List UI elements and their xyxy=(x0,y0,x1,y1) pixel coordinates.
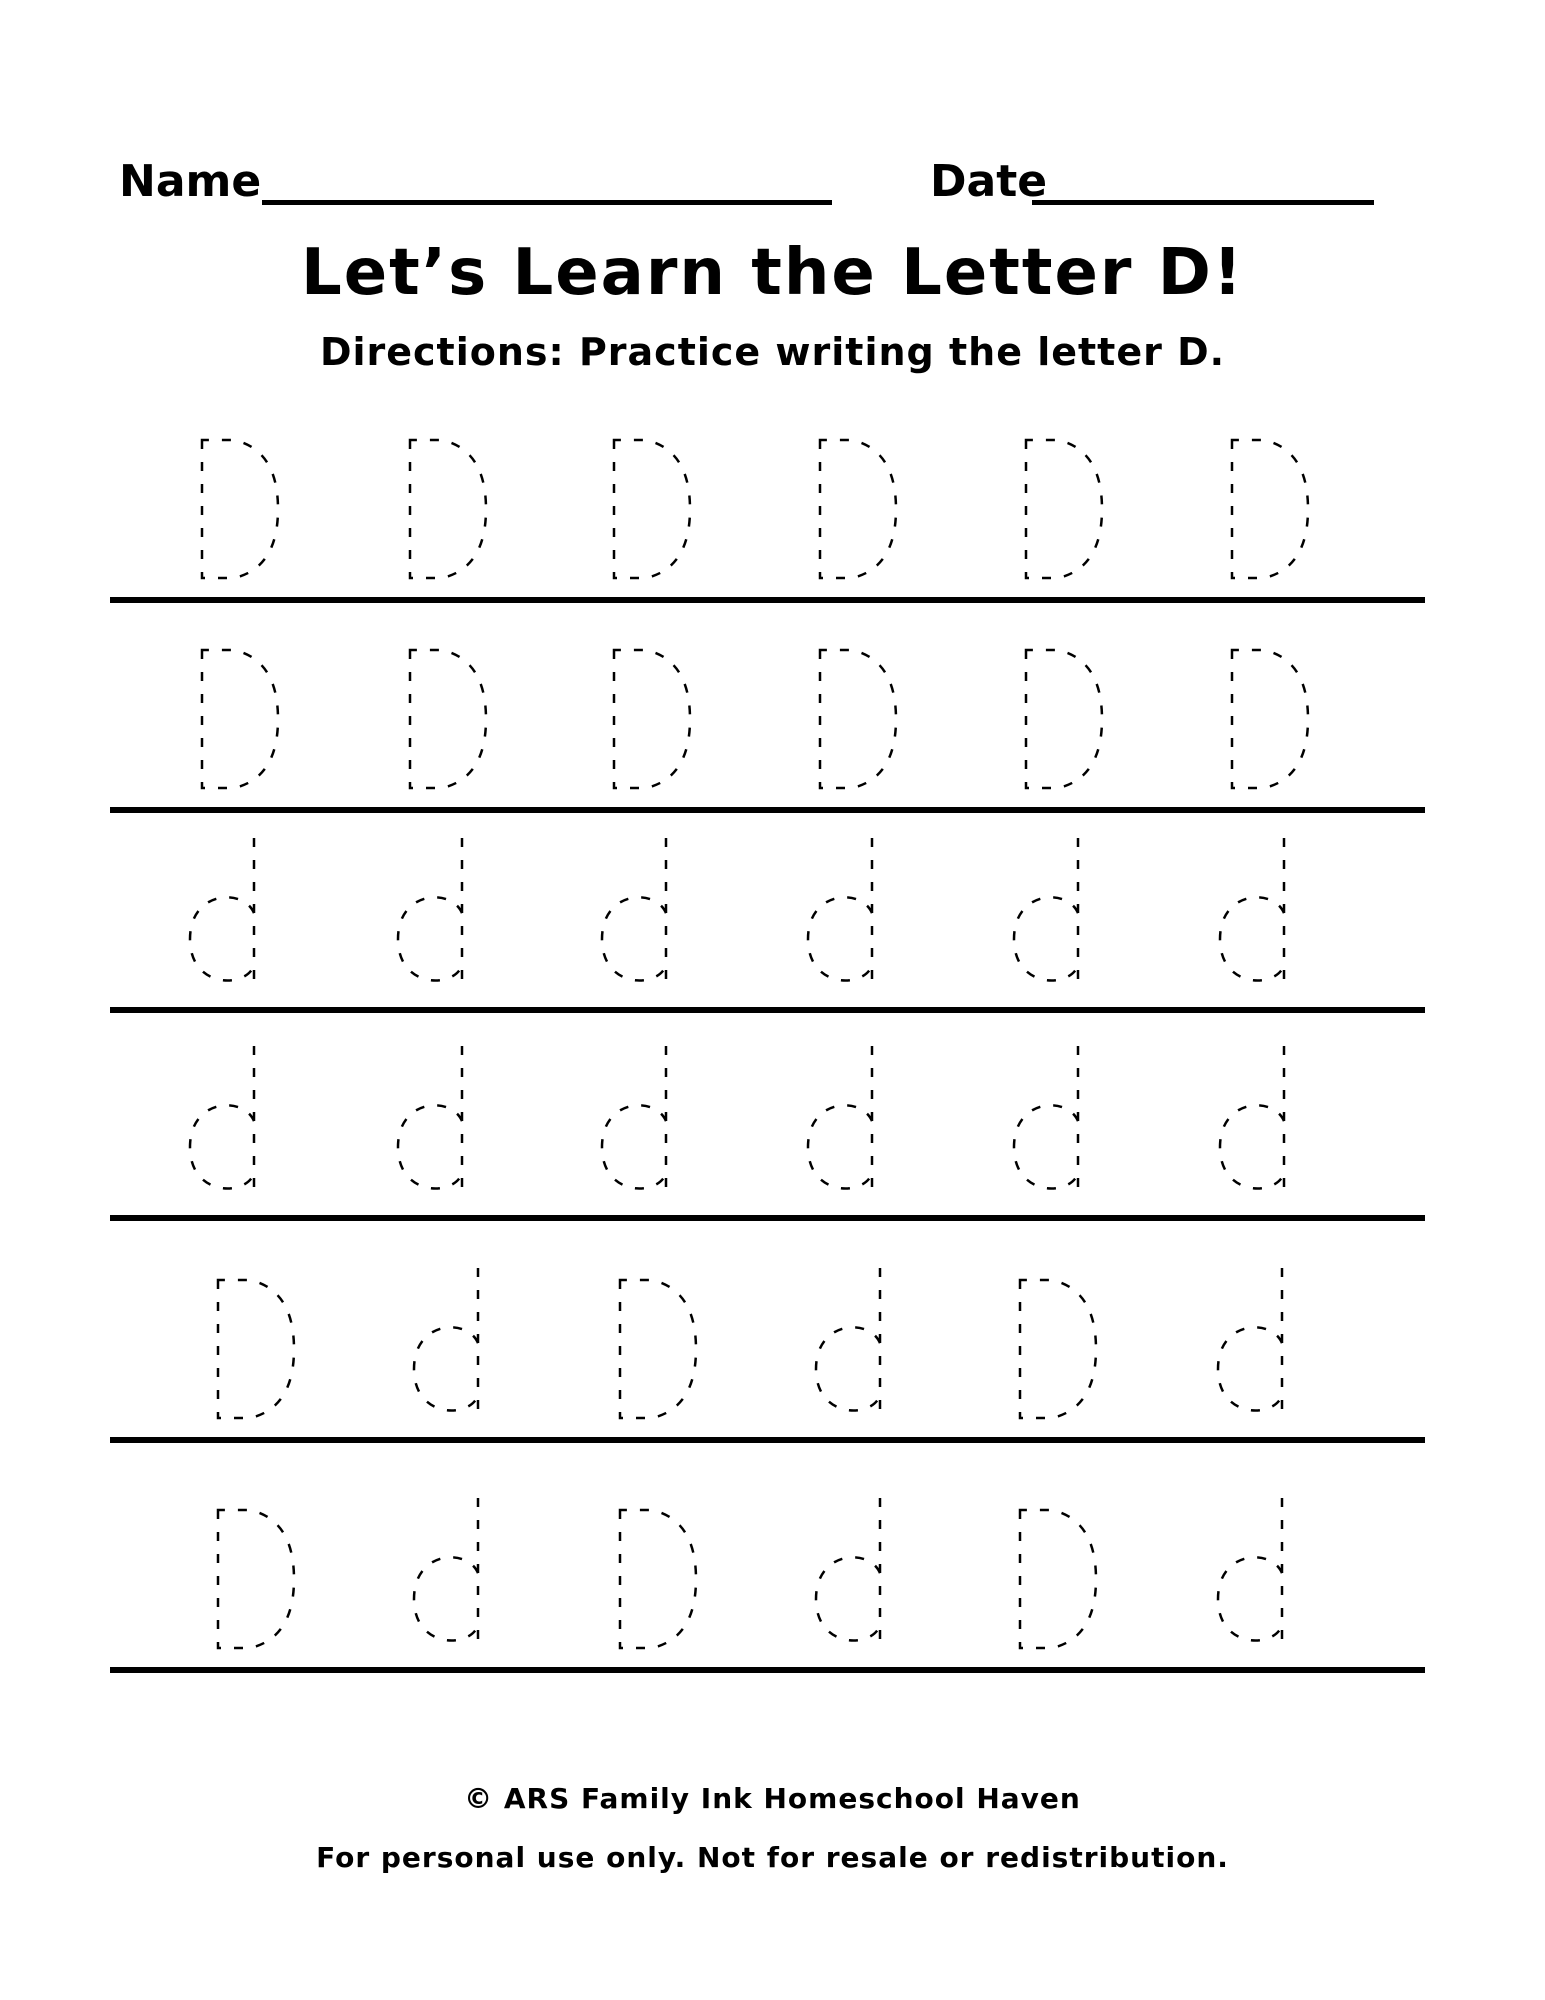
trace-letter-uppercase-d xyxy=(410,650,486,788)
trace-letter-uppercase-d xyxy=(218,1280,294,1418)
trace-letter-uppercase-d xyxy=(410,440,486,578)
trace-letter-uppercase-d xyxy=(1232,650,1308,788)
trace-letter-uppercase-d xyxy=(820,440,896,578)
trace-letter-uppercase-d xyxy=(620,1510,696,1648)
trace-letter-lowercase-d xyxy=(808,838,872,986)
usage-notice: For personal use only. Not for resale or redistribution. xyxy=(316,1841,1229,1874)
trace-letter-lowercase-d xyxy=(808,1046,872,1194)
trace-letter-lowercase-d xyxy=(398,838,462,986)
trace-letter-uppercase-d xyxy=(1232,440,1308,578)
trace-letter-uppercase-d xyxy=(1026,440,1102,578)
copyright-notice: © ARS Family Ink Homeschool Haven xyxy=(464,1782,1081,1815)
trace-letter-lowercase-d xyxy=(816,1268,880,1416)
trace-letter-uppercase-d xyxy=(620,1280,696,1418)
trace-letter-lowercase-d xyxy=(1220,1046,1284,1194)
trace-letter-uppercase-d xyxy=(820,650,896,788)
trace-letter-lowercase-d xyxy=(602,838,666,986)
trace-letter-lowercase-d xyxy=(414,1268,478,1416)
trace-letter-lowercase-d xyxy=(190,838,254,986)
trace-letter-lowercase-d xyxy=(816,1498,880,1646)
trace-letter-uppercase-d xyxy=(614,650,690,788)
page-title: Let’s Learn the Letter D! xyxy=(300,236,1245,310)
trace-letter-uppercase-d xyxy=(614,440,690,578)
trace-letter-lowercase-d xyxy=(1014,1046,1078,1194)
trace-letter-uppercase-d xyxy=(202,650,278,788)
trace-letter-uppercase-d xyxy=(1026,650,1102,788)
trace-letter-uppercase-d xyxy=(1020,1280,1096,1418)
trace-letter-lowercase-d xyxy=(414,1498,478,1646)
trace-letter-lowercase-d xyxy=(1220,838,1284,986)
trace-letter-uppercase-d xyxy=(1020,1510,1096,1648)
trace-letter-uppercase-d xyxy=(202,440,278,578)
trace-letter-lowercase-d xyxy=(190,1046,254,1194)
trace-letter-lowercase-d xyxy=(602,1046,666,1194)
date-label: Date xyxy=(930,156,1048,207)
trace-letter-lowercase-d xyxy=(1014,838,1078,986)
directions-text: Directions: Practice writing the letter D. xyxy=(319,330,1226,374)
trace-letter-lowercase-d xyxy=(1218,1498,1282,1646)
trace-letter-uppercase-d xyxy=(218,1510,294,1648)
name-label: Name xyxy=(119,156,262,207)
trace-letter-lowercase-d xyxy=(398,1046,462,1194)
trace-letter-lowercase-d xyxy=(1218,1268,1282,1416)
